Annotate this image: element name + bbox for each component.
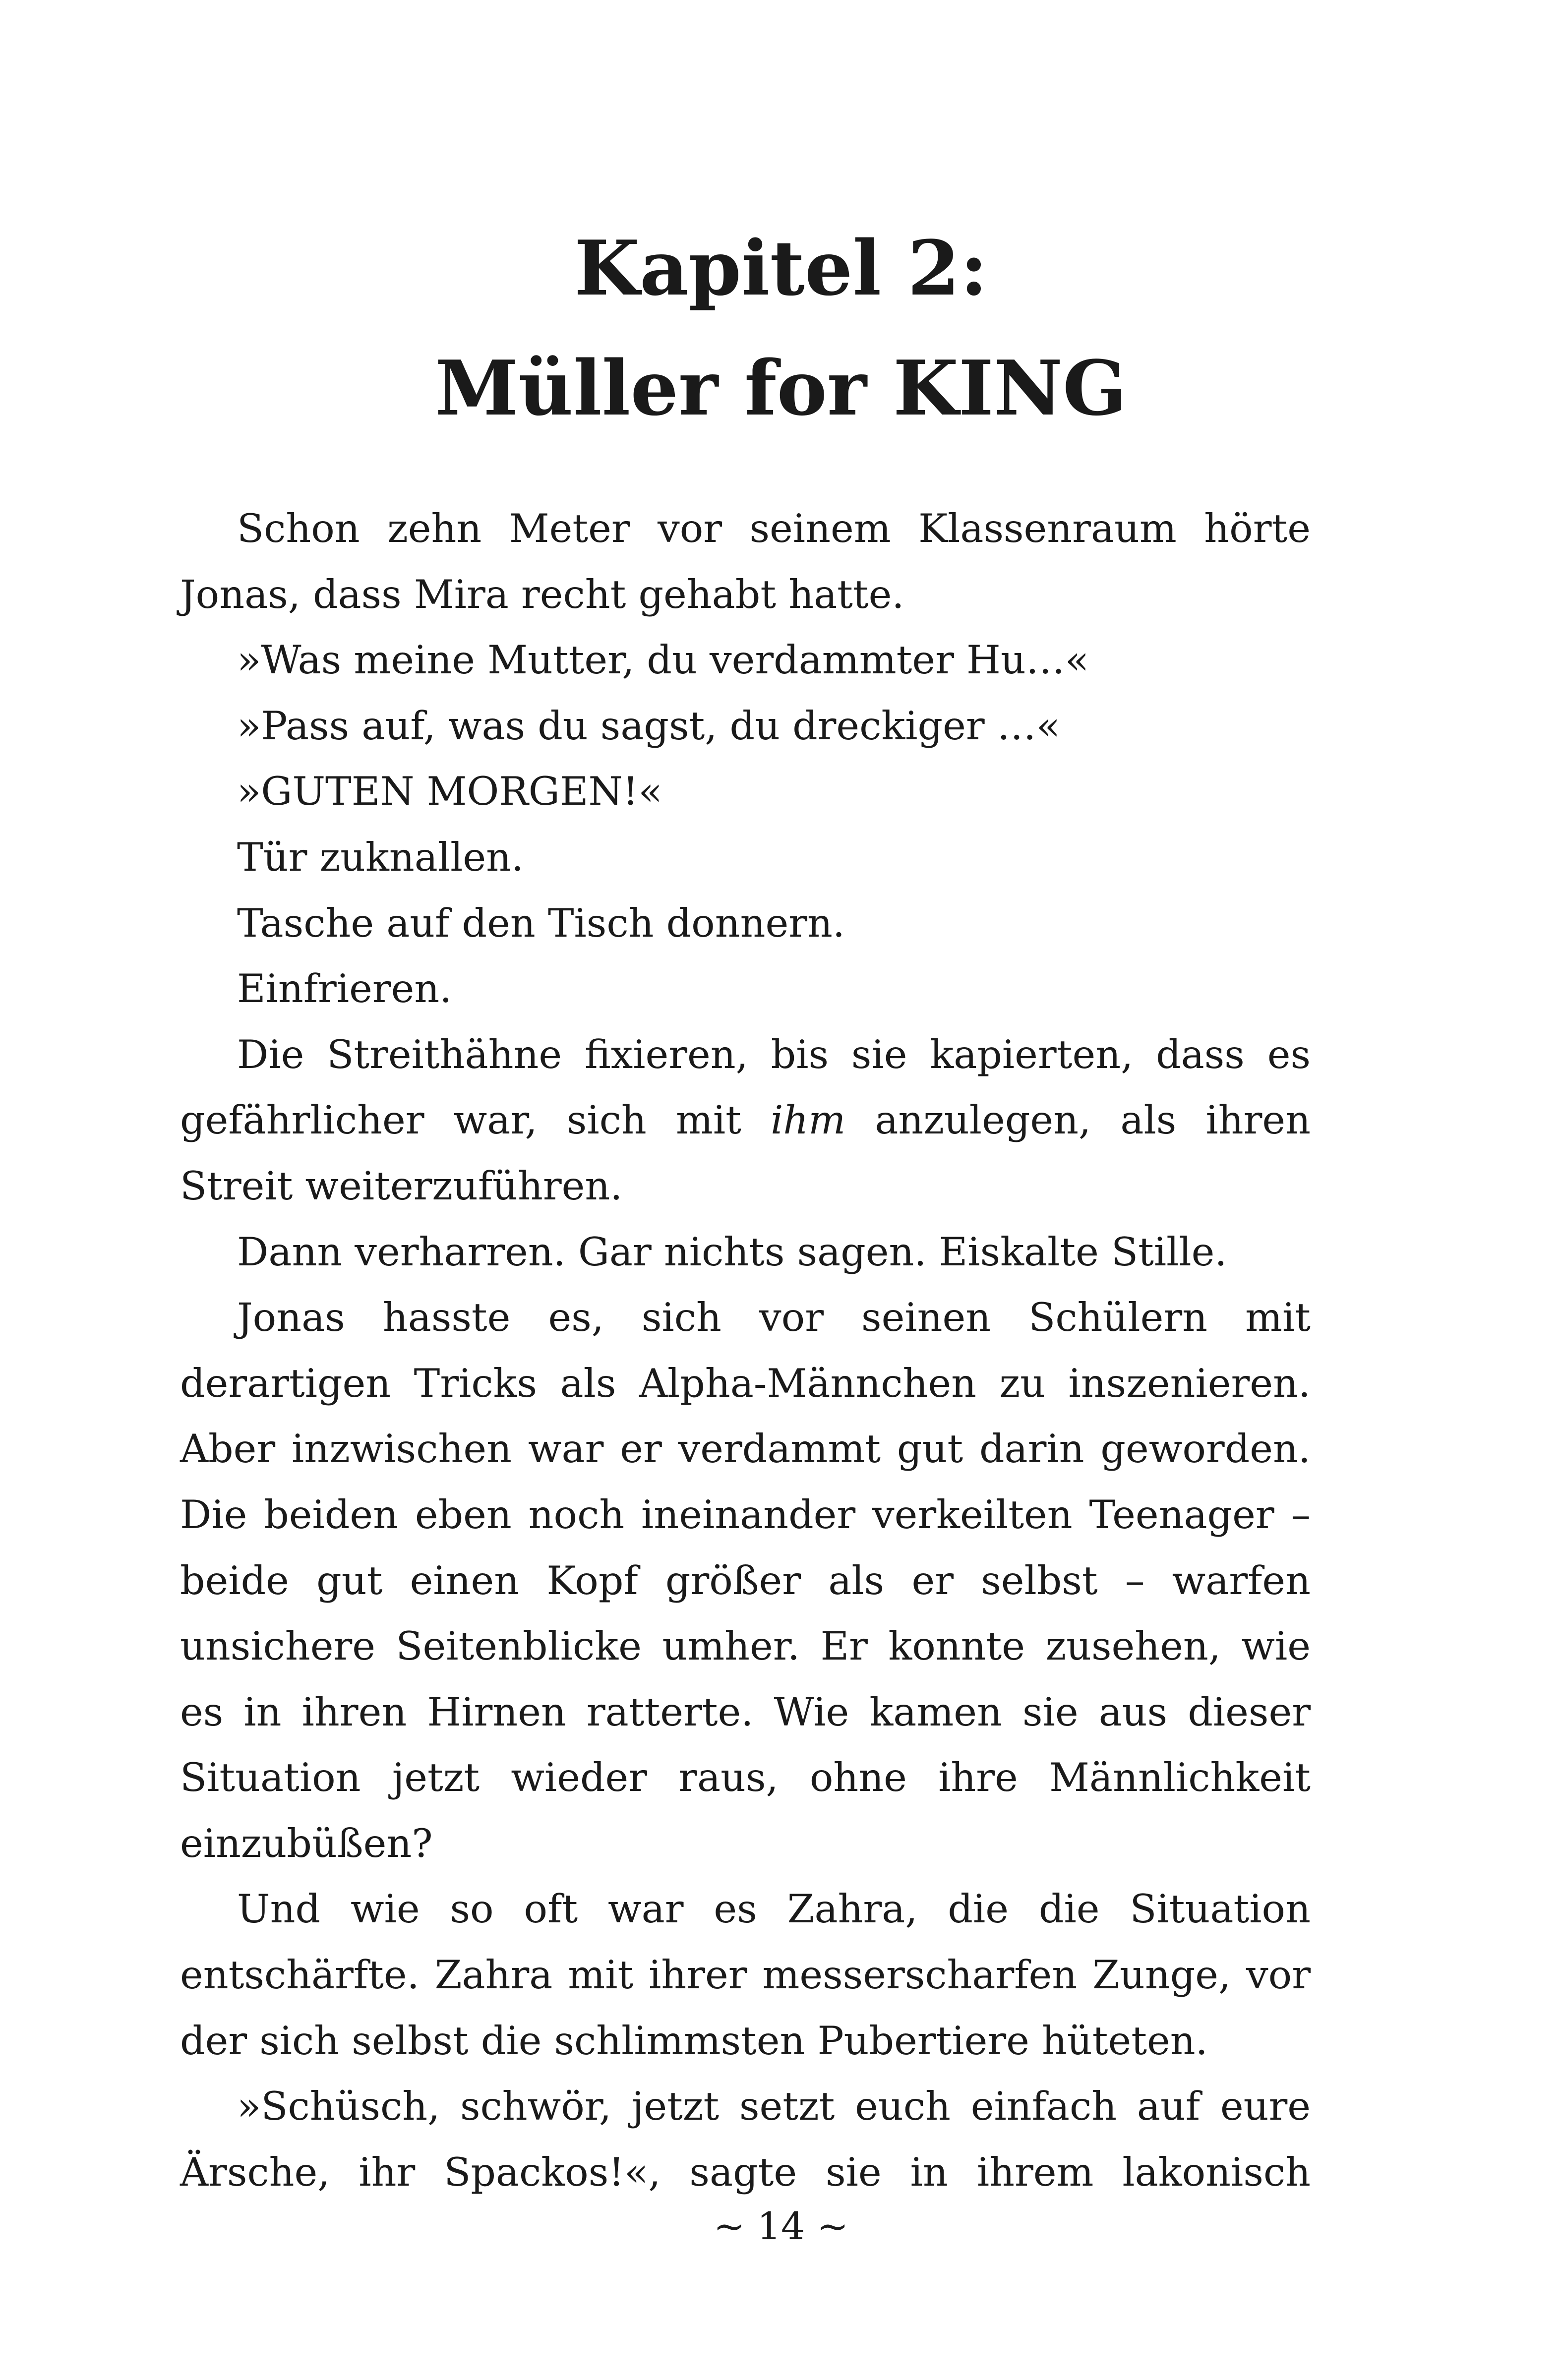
paragraph: Dann verharren. Gar nichts sagen. Eiskalte Stille. (237, 1229, 1227, 1275)
paragraph: Einfrieren. (237, 966, 452, 1012)
chapter-title-line-1: Kapitel 2: (574, 224, 988, 312)
paragraph: »Was meine Mutter, du verdammter Hu…« (237, 637, 1089, 683)
paragraph: Tasche auf den Tisch donnern. (237, 900, 845, 946)
paragraph-with-emphasis (180, 1022, 1311, 1219)
paragraph: Und wie so oft war es Zahra, die die Situation entschärfte. Zahra mit ihrer messerscharfen Zunge, vor der sich selbst die schlimmsten Pubertiere hüteten. (180, 1886, 1311, 2064)
page-number: ~ 14 ~ (713, 2204, 849, 2248)
chapter-title-line-2: Müller for KING (435, 344, 1127, 432)
chapter-title (0, 208, 1562, 448)
paragraph: »GUTEN MORGEN!« (237, 769, 662, 815)
paragraph-text: anzulegen, als ihren Streit weiterzuführen. (180, 1097, 1311, 1209)
paragraph-text: Die Streithähne fixieren, bis sie kapierten, dass es gefährlicher war, sich mit (180, 1031, 1311, 1143)
paragraph: »Pass auf, was du sagst, du dreckiger …« (237, 703, 1061, 749)
paragraph: Schon zehn Meter vor seinem Klassenraum hörte Jonas, dass Mira recht gehabt hatte. (180, 506, 1311, 617)
emphasized-word: ihm (771, 1097, 846, 1143)
paragraph: Jonas hasste es, sich vor seinen Schülern mit derartigen Tricks als Alpha-Männchen zu inszenieren. Aber inzwischen war er verdammt gut darin geworden. Die beiden eben noch ineinander verkeilten Teenager – beide gut einen Kopf größer als er selbst – warfen unsichere Seitenblicke umher. Er konnte zusehen, wie es in ihren Hirnen ratterte. Wie kamen sie aus dieser Situation jetzt wieder raus, ohne ihre Männlichkeit einzubüßen? (180, 1295, 1311, 1866)
chapter-body (180, 496, 1311, 2205)
paragraph: »Schüsch, schwör, jetzt setzt euch einfach auf eure Ärsche, ihr Spackos!«, sagte sie in ihrem lakonisch (180, 2083, 1311, 2195)
paragraph: Tür zuknallen. (237, 834, 524, 880)
